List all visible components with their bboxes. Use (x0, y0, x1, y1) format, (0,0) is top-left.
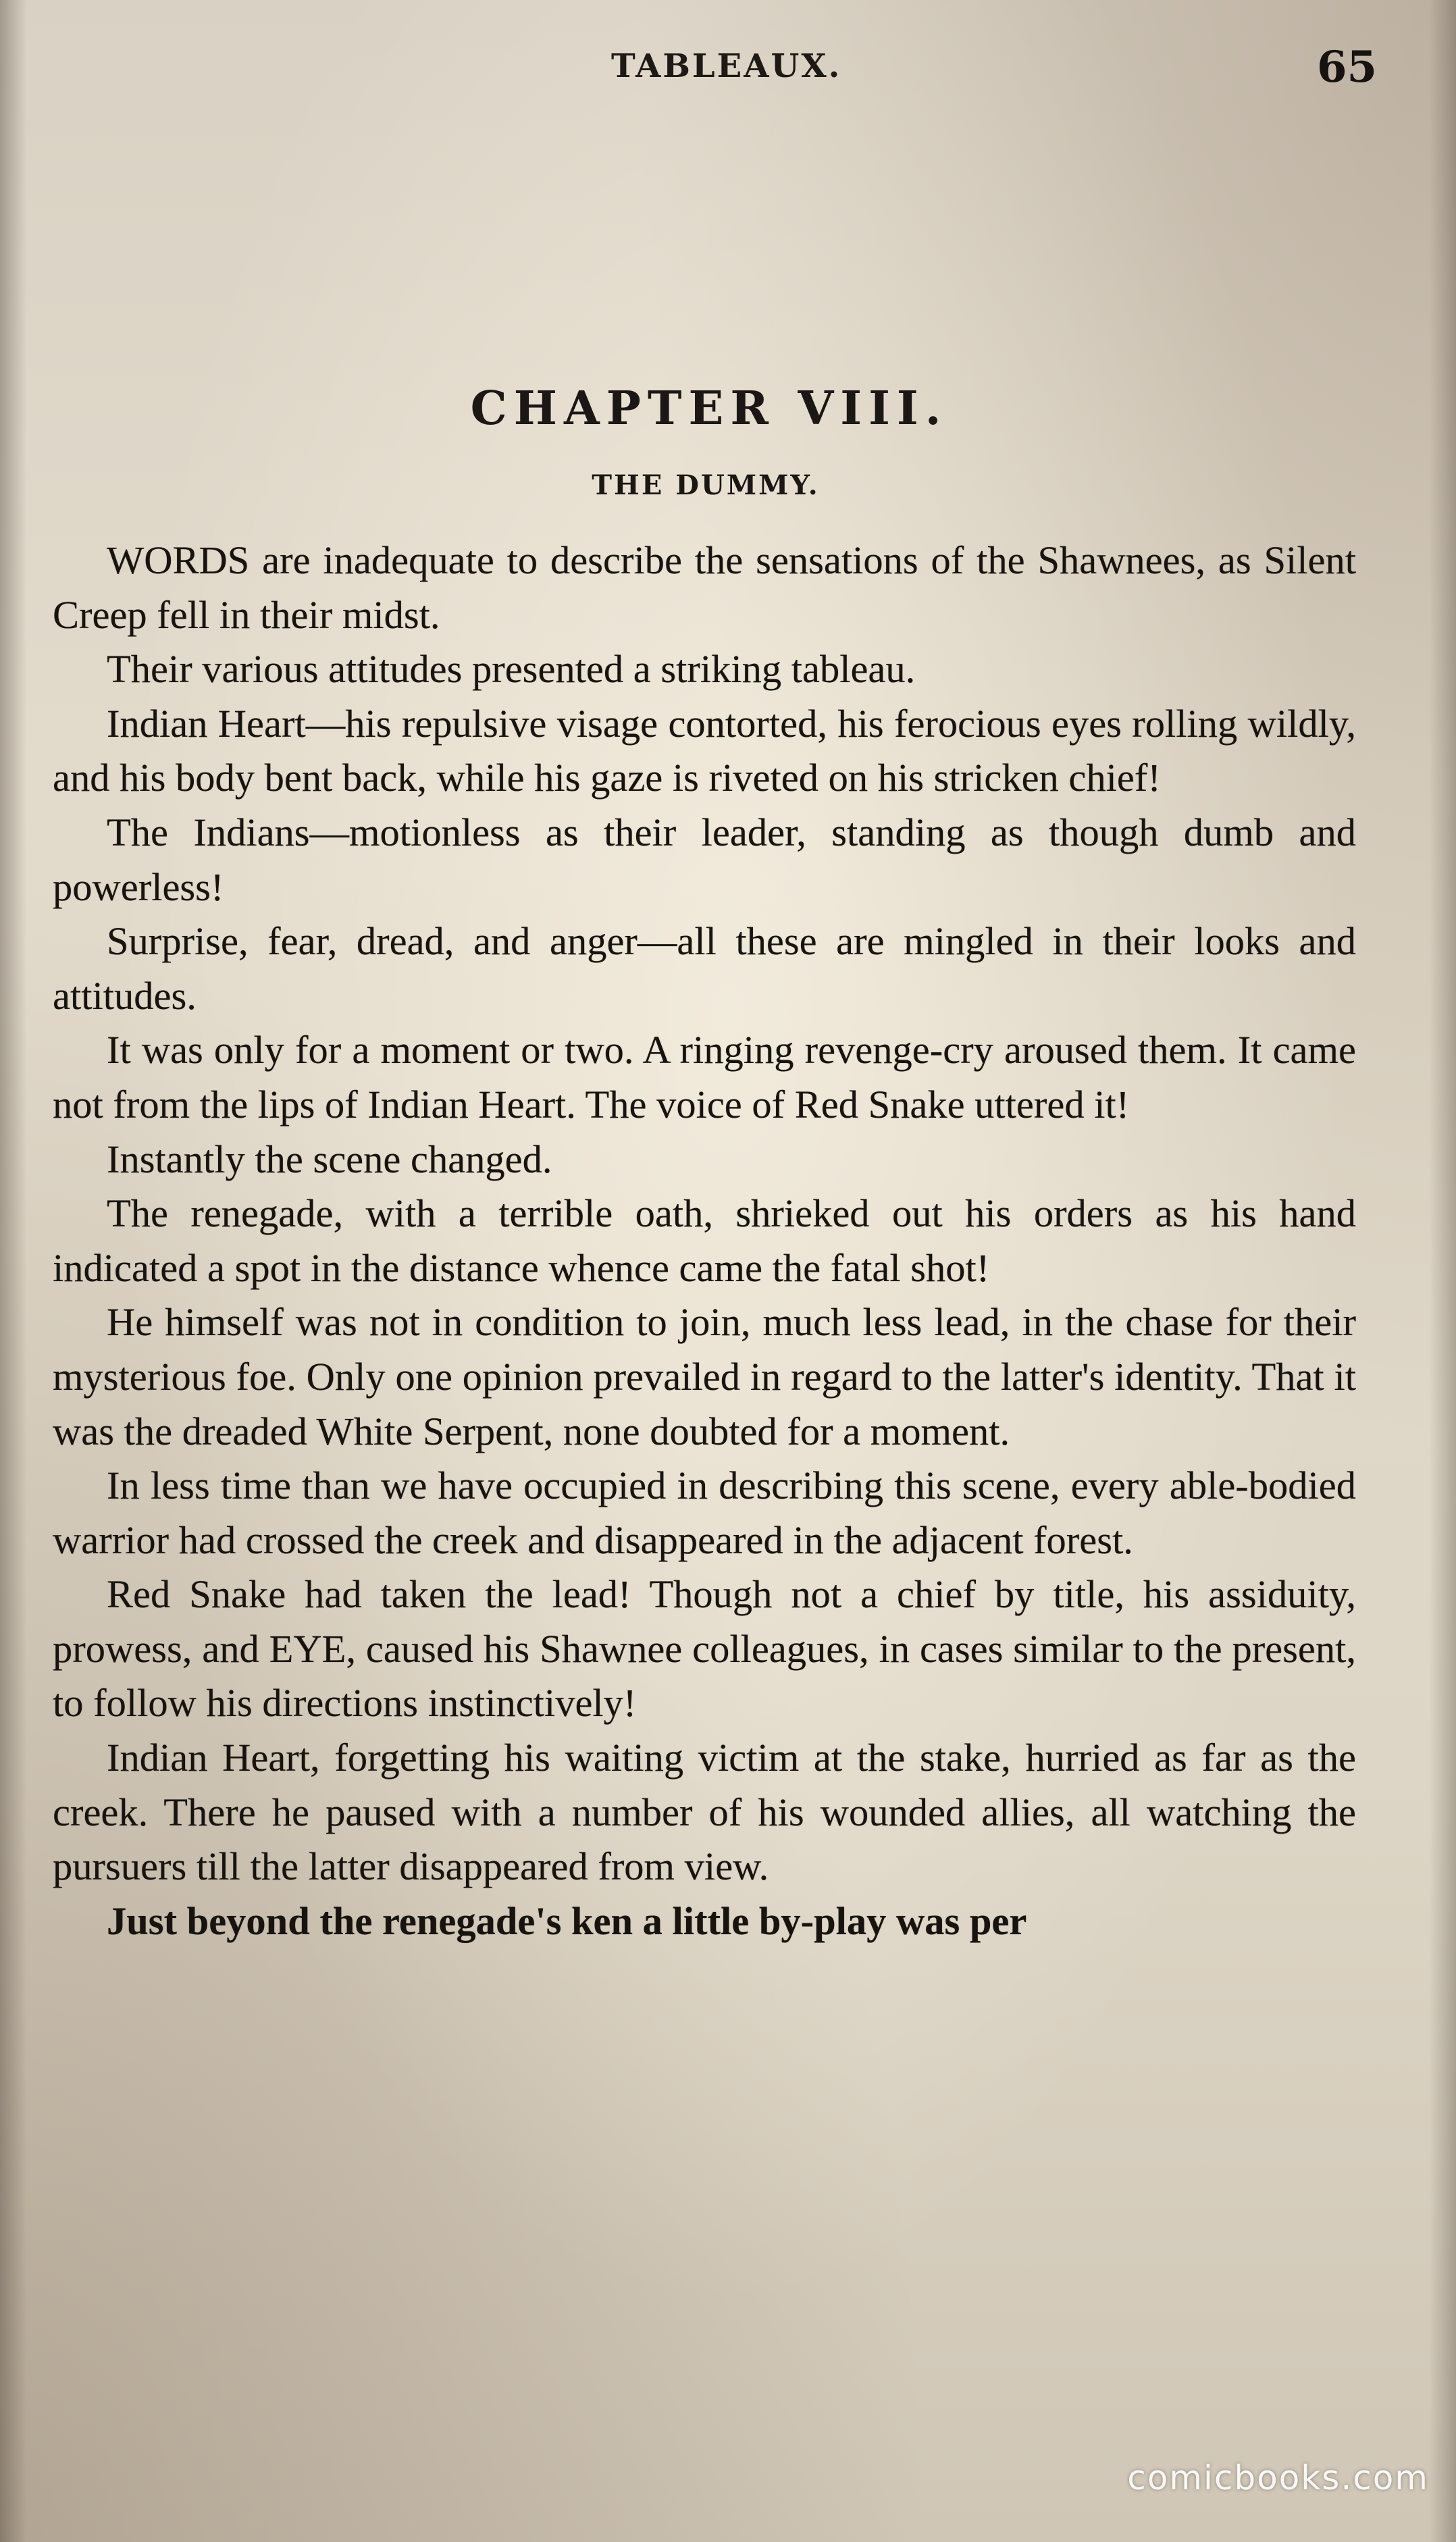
paragraph-13: Just beyond the renegade's ken a little by-play was per (107, 1898, 1027, 1943)
paragraph-12: Indian Heart, forgetting his waiting victim at the stake, hurried as far as the creek. There he paused with a number of his wounded allies, all watching the pursuers till the latter disappeared from view. (53, 1736, 1356, 1889)
paragraph-8: The renegade, with a terrible oath, shrieked out his orders as his hand indicated a spot in the distance whence came the fatal shot! (53, 1191, 1356, 1290)
paragraph-5: Surprise, fear, dread, and anger—all these are mingled in their looks and attitudes. (53, 919, 1356, 1018)
paragraph-10: In less time than we have occupied in describing this scene, every able-bodied warrior had crossed the creek and disappeared in the adjacent forest. (53, 1463, 1356, 1562)
page-edge-shadow-right (1429, 0, 1456, 2542)
paragraph-2: Their various attitudes presented a striking tableau. (107, 647, 916, 692)
paragraph-1: WORDS are inadequate to describe the sensations of the Shawnees, as Silent Creep fell in their midst. (53, 538, 1356, 637)
page-number: 65 (1317, 42, 1378, 93)
paragraph-3: Indian Heart—his repulsive visage contorted, his ferocious eyes rolling wildly, and his body bent back, while his gaze is riveted on his stricken chief! (53, 701, 1356, 800)
paragraph-4: The Indians—motionless as their leader, standing as though dumb and powerless! (53, 810, 1356, 909)
paragraph-6: It was only for a moment or two. A ringing revenge-cry aroused them. It came not from the lips of Indian Heart. The voice of Red Snake uttered it! (53, 1028, 1356, 1126)
paragraph-9: He himself was not in condition to join, much less lead, in the chase for their mysterious foe. Only one opinion prevailed in regard to the latter's identity. That it was the dreaded White Serpent, none doubted for a moment. (53, 1300, 1356, 1453)
chapter-subtitle: THE DUMMY. (592, 469, 820, 501)
body-text (53, 534, 1356, 1948)
running-head: TABLEAUX. (611, 47, 842, 85)
chapter-title: CHAPTER VIII. (470, 382, 948, 436)
paragraph-7: Instantly the scene changed. (107, 1137, 552, 1181)
watermark: comicbooks.com (1127, 2458, 1429, 2497)
paragraph-11: Red Snake had taken the lead! Though not a chief by title, his assiduity, prowess, and EYE, caused his Shawnee colleagues, in cases similar to the present, to follow his directions instinctively! (53, 1572, 1356, 1726)
